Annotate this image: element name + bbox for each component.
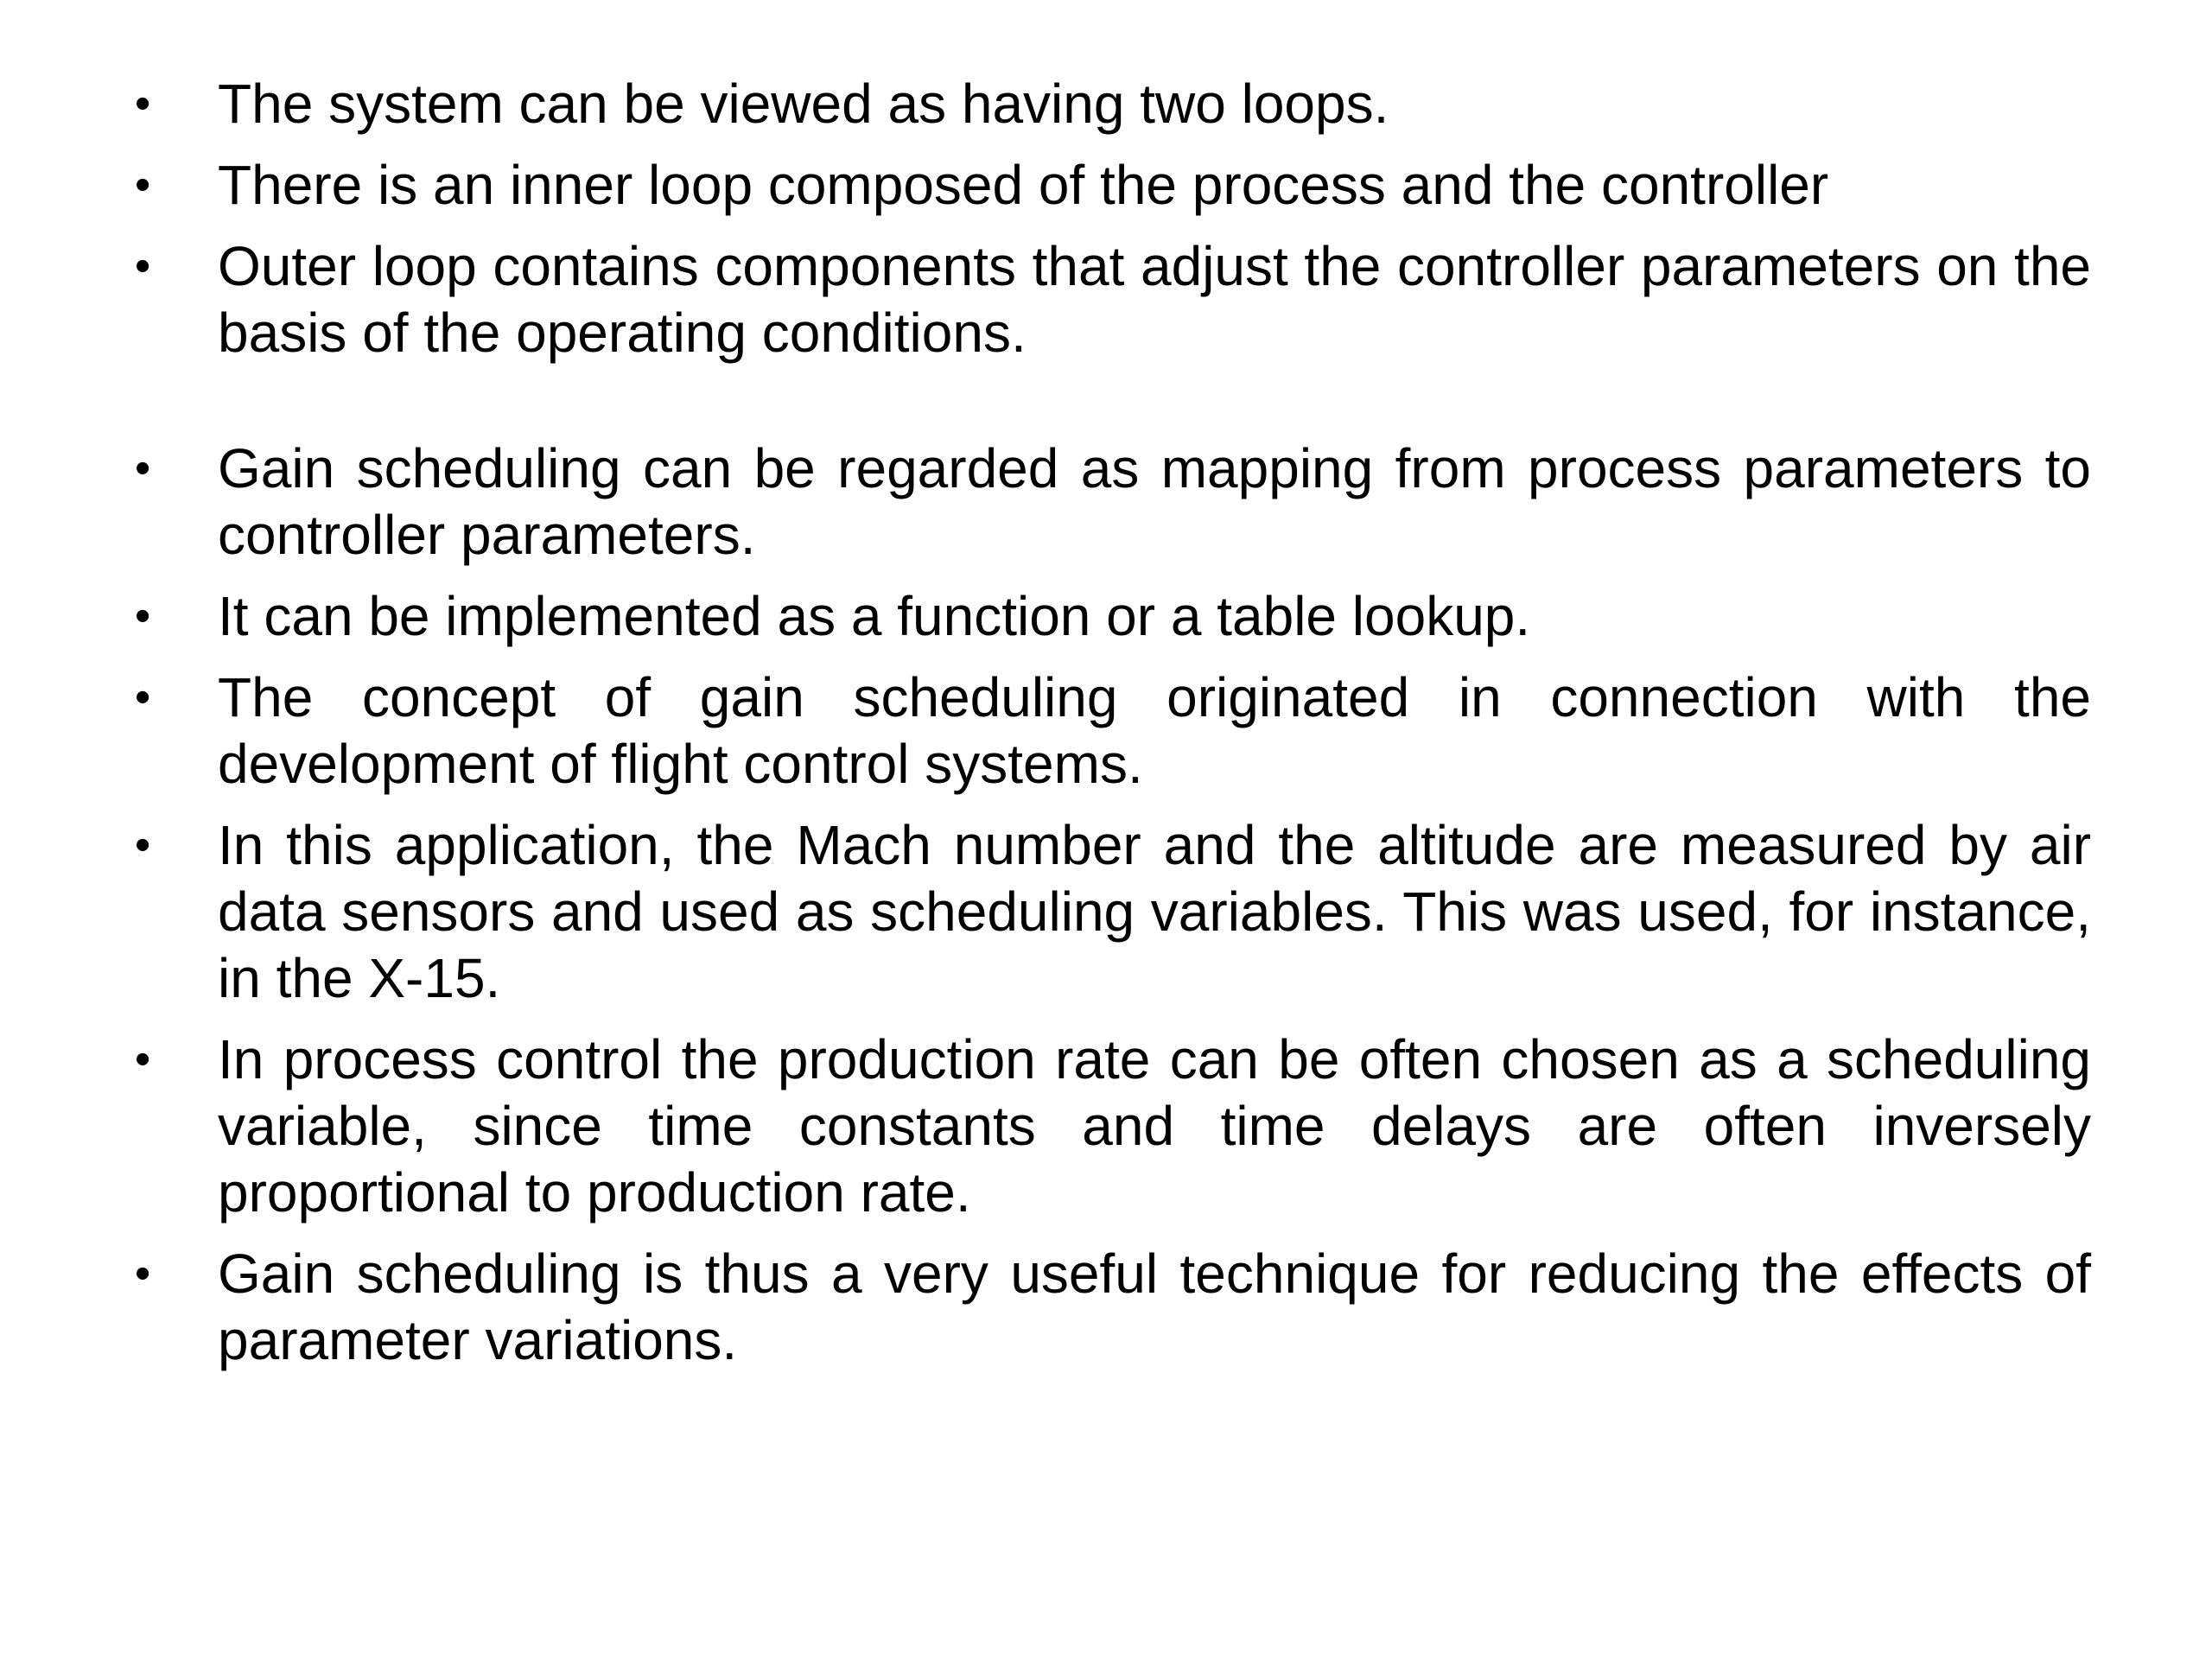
bullet-item: [130, 1027, 2091, 1226]
bullet-text: It can be implemented as a function or a table lookup.: [218, 585, 1531, 647]
bullet-icon: •: [135, 591, 151, 641]
bullet-icon: •: [135, 1249, 151, 1299]
bullet-text: Gain scheduling can be regarded as mapping from process parameters to controller parameters.: [218, 437, 2091, 566]
bullet-icon: •: [135, 1034, 151, 1084]
bullet-item: [130, 435, 2091, 569]
bullet-icon: •: [135, 160, 151, 210]
bullet-text: Outer loop contains components that adjust the controller parameters on the basis of the operating conditions.: [218, 235, 2091, 364]
bullet-icon: •: [135, 241, 151, 291]
bullet-icon: •: [135, 672, 151, 722]
bullet-list: [130, 71, 2091, 1389]
bullet-text: The concept of gain scheduling originated in connection with the development of flight control systems.: [218, 666, 2091, 795]
bullet-text: Gain scheduling is thus a very useful technique for reducing the effects of parameter variations.: [218, 1243, 2091, 1371]
bullet-text: In process control the production rate can be often chosen as a scheduling variable, since time constants and time delays are often inversely proportional to production rate.: [218, 1028, 2091, 1224]
bullet-item: [130, 583, 2091, 650]
bullet-icon: •: [135, 443, 151, 493]
bullet-text: There is an inner loop composed of the process and the controller: [218, 154, 1829, 216]
bullet-item: [130, 233, 2091, 366]
bullet-icon: •: [135, 79, 151, 129]
bullet-item: [130, 152, 2091, 219]
bullet-item: [130, 71, 2091, 137]
bullet-text: The system can be viewed as having two loops.: [218, 73, 1389, 135]
bullet-item: [130, 812, 2091, 1012]
bullet-icon: •: [135, 820, 151, 870]
bullet-item: [130, 1241, 2091, 1374]
bullet-text: In this application, the Mach number and the altitude are measured by air data sensors and used as scheduling variables. This was used, for instance, in the X-15.: [218, 814, 2091, 1009]
bullet-item: [130, 664, 2091, 798]
